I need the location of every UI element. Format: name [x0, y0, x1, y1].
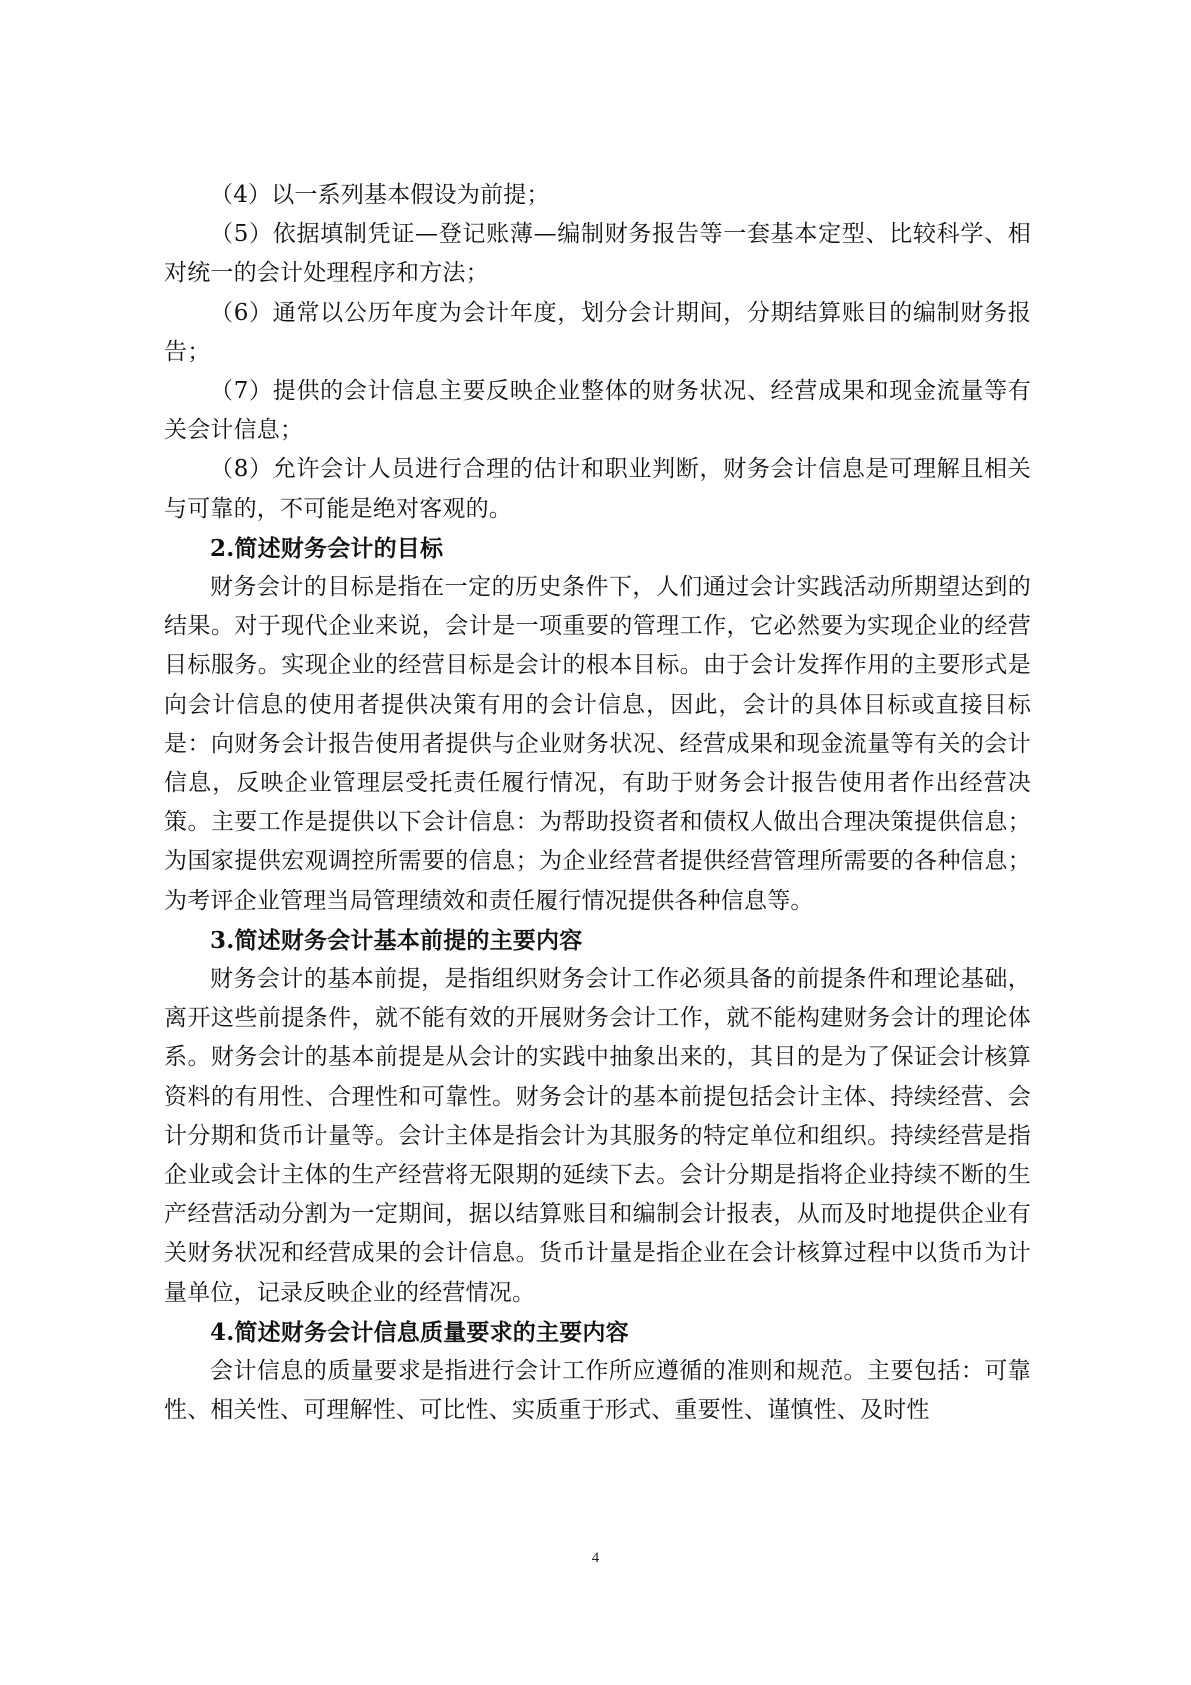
section-heading-premises: 3.简述财务会计基本前提的主要内容: [210, 926, 583, 954]
list-item-4: （4）以一系列基本假设为前提；: [210, 182, 550, 208]
section-body-goals: 财务会计的目标是指在一定的历史条件下，人们通过会计实践活动所期望达到的结果。对于现代企业来说，会计是一项重要的管理工作，它必然要为实现企业的经营目标服务。实现企业的经营目标是会计的根本目标。由于会计发挥作用的主要形式是向会计信息的使用者提供决策有用的会计信息，因此，会计的具体目标或直接目标是：向财务会计报告使用者提供与企业财务状况、经营成果和现金流量等有关的会计信息，反映企业管理层受托责任履行情况，有助于财务会计报告使用者作出经营决策。主要工作是提供以下会计信息：为帮助投资者和债权人做出合理决策提供信息；为国家提供宏观调控所需要的信息；为企业经营者提供经营管理所需要的各种信息；为考评企业管理当局管理绩效和责任履行情况提供各种信息等。: [164, 574, 1031, 914]
list-item-5: （5）依据填制凭证—登记账薄—编制财务报告等一套基本定型、比较科学、相对统一的会计处理程序和方法；: [164, 221, 1031, 287]
section-body-premises: 财务会计的基本前提，是指组织财务会计工作必须具备的前提条件和理论基础，离开这些前提条件，就不能有效的开展财务会计工作，就不能构建财务会计的理论体系。财务会计的基本前提是从会计的实践中抽象出来的，其目的是为了保证会计核算资料的有用性、合理性和可靠性。财务会计的基本前提包括会计主体、持续经营、会计分期和货币计量等。会计主体是指会计为其服务的特定单位和组织。持续经营是指企业或会计主体的生产经营将无限期的延续下去。会计分期是指将企业持续不断的生产经营活动分割为一定期间，据以结算账目和编制会计报表，从而及时地提供企业有关财务状况和经营成果的会计信息。货币计量是指企业在会计核算过程中以货币为计量单位，记录反映企业的经营情况。: [164, 966, 1031, 1306]
list-item-8: （8）允许会计人员进行合理的估计和职业判断，财务会计信息是可理解且相关与可靠的，不可能是绝对客观的。: [164, 456, 1031, 522]
page-number: 4: [591, 1550, 600, 1566]
section-heading-goals: 2.简述财务会计的目标: [210, 534, 444, 562]
list-item-7: （7）提供的会计信息主要反映企业整体的财务状况、经营成果和现金流量等有关会计信息；: [164, 378, 1031, 444]
page-content: [164, 176, 1031, 1431]
section-body-quality: 会计信息的质量要求是指进行会计工作所应遵循的准则和规范。主要包括：可靠性、相关性、可理解性、可比性、实质重于形式、重要性、谨慎性、及时性: [164, 1358, 1031, 1424]
list-item-6: （6）通常以公历年度为会计年度，划分会计期间，分期结算账目的编制财务报告；: [164, 299, 1031, 365]
section-heading-quality: 4.简述财务会计信息质量要求的主要内容: [210, 1318, 629, 1346]
